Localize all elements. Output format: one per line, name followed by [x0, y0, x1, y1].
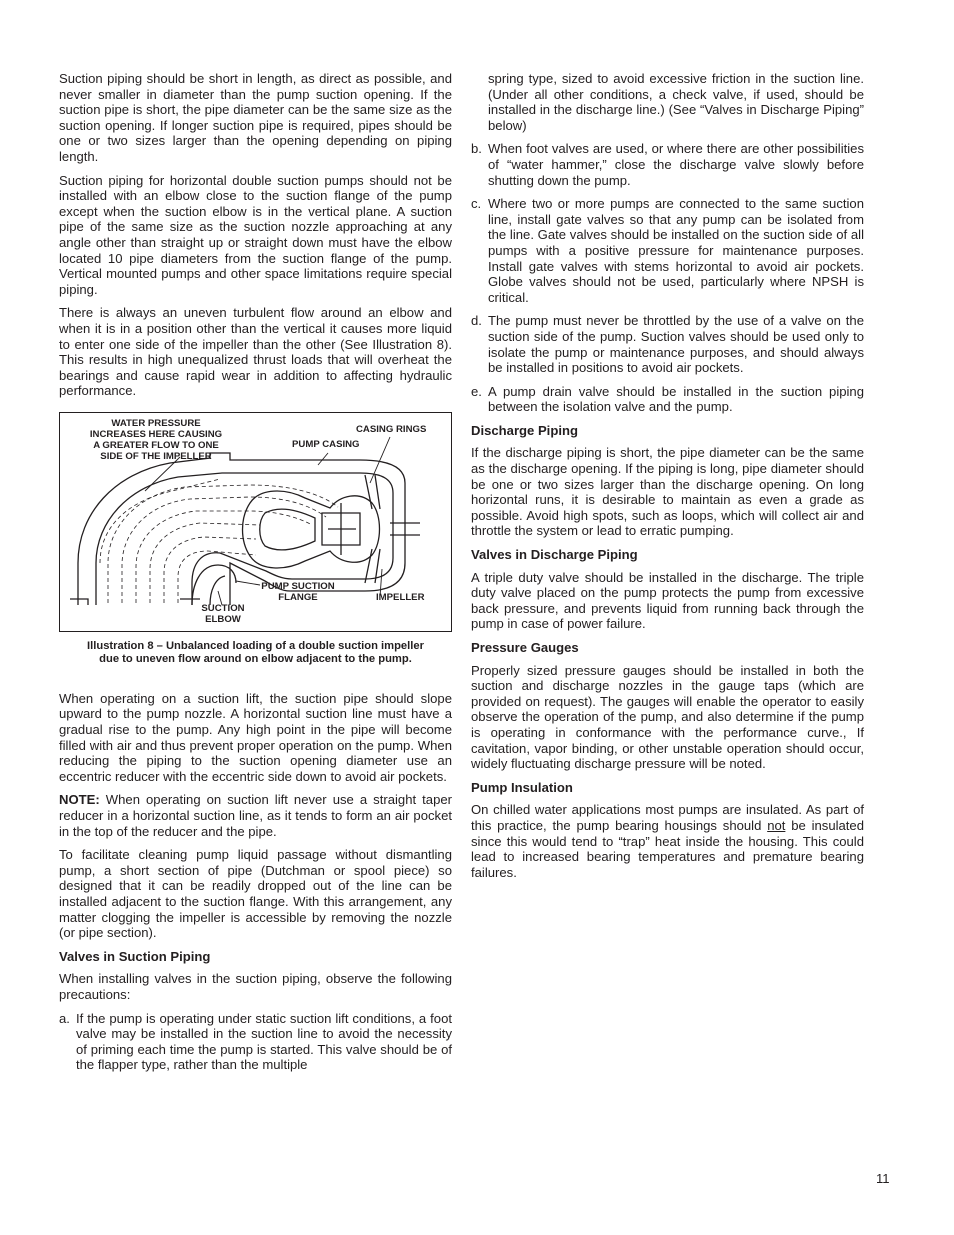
label-pump-suction-flange: FLANGE [278, 591, 318, 603]
heading-valves-suction: Valves in Suction Piping [59, 948, 211, 964]
heading-pressure-gauges: Pressure Gauges [471, 640, 579, 655]
label-water-pressure: A GREATER FLOW TO ONE [93, 439, 219, 451]
paragraph: A triple duty valve should be installed in the discharge. The triple duty valve placed on the pump protects the pump from excessive back pressure, and prevents liquid from running back through the pump in case of power failure. [471, 569, 864, 632]
paragraph: Suction piping should be short in length, as direct as possible, and never smaller in diameter than the pump suction opening. If the suction pipe is short, the pipe diameter can be the same size as the suction opening. If longer suction pipe is required, pipes should be one or two sizes larger than the opening depending on piping length. [59, 71, 452, 164]
heading-pump-insulation: Pump Insulation [471, 779, 573, 795]
paragraph: To facilitate cleaning pump liquid passage without dismantling pump, a short section of pipe (Dutchman or spool piece) so designed that it can be readily dropped out of the line can be installed adjacent to the suction flange. With this arrangement, any matter clogging the impeller is accessible by removing the nozzle (or pipe section). [59, 847, 452, 941]
list-item: b. When foot valves are used, or where there are other possibilities of “water hammer,” close the discharge valve slowly before shutting down the pump. [471, 141, 864, 188]
paragraph: When installing valves in the suction piping, observe the following precautions: [59, 971, 452, 1002]
paragraph: If the discharge piping is short, the pipe diameter can be the same as the discharge opening. If the piping is long, pipe diameter should be one or two sizes larger than the discharge opening. On long horizontal runs, it is desirable to maintain as even a grade as possible. Avoid high spots, such as loops, which will collect air and throttle the system or lead to erratic pumping. [471, 445, 864, 539]
right-column [471, 71, 864, 888]
heading-valves-discharge: Valves in Discharge Piping [471, 547, 638, 563]
label-suction-elbow: SUCTION [201, 602, 245, 614]
paragraph: On chilled water applications most pumps are insulated. As part of this practice, the pump bearing housings should not be insulated since this would tend to “trap” heat inside the housing. This could lead to increased bearing temperatures and premature bearing failures. [471, 802, 864, 880]
list-item-continuation: spring type, sized to avoid excessive friction in the suction line. (Under all other conditions, a check valve, if used, should be installed in the discharge line.) (See “Valves in Discharge Piping” below) [488, 71, 864, 133]
heading-discharge-piping: Discharge Piping [471, 422, 578, 438]
label-pump-suction-flange: PUMP SUCTION [261, 580, 335, 592]
list-item: a. If the pump is operating under static suction lift conditions, a foot valve may be installed in the suction line to avoid the necessity of priming each time the pump is started. This valve should be of the flapper type, rather than the multiple [59, 1010, 452, 1073]
pump-diagram [60, 413, 453, 633]
left-column [59, 71, 452, 1081]
page-number: 11 [876, 1171, 890, 1186]
list-item: e. A pump drain valve should be installed in the suction piping between the isolation valve and the pump. [471, 383, 864, 415]
paragraph: There is always an uneven turbulent flow around an elbow and when it is in a position other than the vertical it causes more liquid to enter one side of the impeller than the other (See Illustration 8). This results in high unequalized thrust loads that will overheat the bearings and cause rapid wear in addition to affecting hydraulic performance. [59, 305, 452, 399]
figure-caption: Illustration 8 – Unbalanced loading of a double suction impeller due to uneven flow around on elbow adjacent to the pump. [87, 639, 424, 666]
label-water-pressure: INCREASES HERE CAUSING [89, 428, 223, 440]
list-item: c. Where two or more pumps are connected to the same suction line, install gate valves so that any pump can be isolated from the line. Gate valves should be installed on the suction side of all pumps with a positive pressure for maintenance purposes. Install gate valves with stems horizontal to avoid air pockets. Globe valves should not be used, particularly where NPSH is critical. [471, 196, 864, 305]
label-water-pressure: SIDE OF THE IMPELLER [100, 450, 212, 462]
label-pump-casing: PUMP CASING [292, 438, 360, 450]
label-casing-rings: CASING RINGS [356, 423, 427, 435]
illustration-8 [59, 412, 452, 632]
paragraph: Suction piping for horizontal double suction pumps should not be installed with an elbow close to the suction flange of the pump except when the suction elbow is in the vertical plane. A suction pipe of the same size as the suction nozzle approaching at any angle other than straight up or straight down must have the elbow located 10 pipe diameters from the suction flange of the pump. Vertical mounted pumps and other space limitations require special piping. [59, 172, 452, 297]
label-impeller: IMPELLER [376, 591, 425, 603]
paragraph: When operating on a suction lift, the suction pipe should slope upward to the pump nozzle. A horizontal suction line must have a gradual rise to the pump. Any high point in the pipe will become filled with air and thus prevent proper operation on the pump. When reducing the piping to the suction opening diameter use an eccentric reducer with the eccentric side down to avoid air pockets. [59, 690, 452, 784]
note-label: NOTE: [59, 792, 100, 808]
label-suction-elbow: ELBOW [205, 613, 241, 625]
list-item: d. The pump must never be throttled by the use of a valve on the suction side of the pump. Suction valves should be used only to isolate the pump or maintenance purposes, and should always be installed in positions to avoid air pockets. [471, 313, 864, 376]
label-water-pressure: WATER PRESSURE [111, 417, 201, 429]
note-paragraph: NOTE: When operating on suction lift never use a straight taper reducer in a horizontal suction line, as it tends to form an air pocket in the top of the reducer and the pipe. [59, 792, 452, 839]
paragraph: Properly sized pressure gauges should be installed in both the suction and discharge nozzles in the gauge taps (which are provided on request). The gauges will enable the operator to easily observe the operation of the pump, and also determine if the pump is operating in conformance with the performance curve., If cavitation, vapor binding, or other unstable operation should occur, widely fluctuating discharge pressure will be noted. [471, 662, 864, 772]
